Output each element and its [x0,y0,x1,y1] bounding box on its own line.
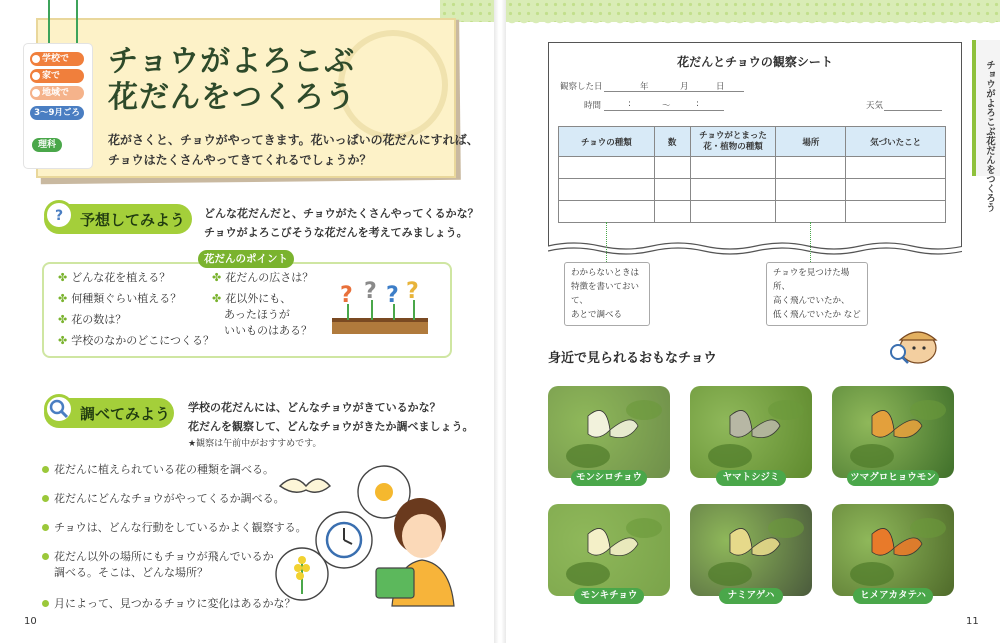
investigate-item-line: 調べる。そこは、どんな場所？ [54,566,208,579]
pin-string-right [76,0,78,48]
investigate-item: チョウは、どんな行動をしているかよく観察する。 [54,521,307,534]
bullet-dot [42,466,49,473]
time-label: 時間 [584,101,602,111]
page-number-left: 10 [24,616,37,627]
predict-line-2: チョウがよろこびそうな花だんを考えてみましょう。 [204,226,468,239]
clover-icon: ✤ [58,271,68,284]
table-cell[interactable] [559,201,655,223]
table-cell[interactable] [846,157,946,179]
table-row [559,179,946,201]
bullet-dot [42,524,49,531]
title-line-1: チョウがよろこぶ [108,44,356,79]
predict-line-1: どんな花だんだと、チョウがたくさんやってくるかな？ [204,207,479,220]
point-text: 花以外にも、 [225,292,292,305]
question-head-icon [44,200,74,230]
month-label: 月 [680,82,689,92]
table-cell[interactable] [776,157,846,179]
sun-icon [375,483,393,501]
butterfly-name-label: モンシロチョウ [571,470,647,486]
butterfly-photo [690,386,812,478]
note-line: チョウを見つけた場所、 [773,268,850,292]
butterfly-icon [832,504,954,596]
clover-icon: ✤ [58,334,68,347]
point-text: 花の数は？ [71,313,127,326]
butterfly-photo [548,386,670,478]
investigate-line-1: 学校の花だんには、どんなチョウがきているかな？ [188,401,441,414]
date-label: 観察した日 [560,82,603,92]
note-line: わからないときは [571,268,640,278]
note-location [766,262,868,326]
butterfly-icon [548,504,670,596]
point-item [58,312,126,328]
page-title [108,44,356,116]
tag-home: 家で [30,69,84,83]
intro-text [108,130,479,170]
investigate-text [188,398,473,436]
butterfly-icon [832,386,954,478]
observation-table [558,126,946,223]
subject-badge: 理科 [32,138,62,152]
bullet-dot [42,600,49,607]
point-text: 花だんの広さは？ [225,271,314,284]
svg-text:?: ? [340,283,353,308]
point-item [58,270,170,286]
tag-school: 学校で [30,52,84,66]
table-cell[interactable] [654,157,690,179]
notebook-icon [376,568,414,598]
butterfly-name-label: ツマグロヒョウモン [847,470,939,486]
time-colon-start: : [628,99,631,109]
category-tags [24,44,92,168]
clover-icon: ✤ [212,292,222,305]
butterfly-name-label: ナミアゲハ [719,588,783,604]
clover-icon: ✤ [58,292,68,305]
point-text: 学校のなかのどこにつくる？ [71,334,214,347]
butterfly-photo [832,504,954,596]
clover-icon: ✤ [58,313,68,326]
svg-text:?: ? [406,279,419,304]
day-label: 日 [716,82,725,92]
butterfly-icon [548,386,670,478]
note-line: 特徴を書いておいて、 [571,282,640,306]
table-cell[interactable] [776,201,846,223]
girl-observing-illustration [272,456,464,608]
points-label: 花だんのポイント [198,250,294,268]
table-row [559,157,946,179]
point-item [212,291,312,339]
butterfly-name-label: ヒメアカタテハ [853,588,933,604]
time-colon-end: : [696,99,699,109]
flowers-question-illustration [330,272,430,338]
table-row [559,201,946,223]
intro-line-1: 花がさくと、チョウがやってきます。花いっぱいの花だんにすれば、 [108,133,479,147]
investigate-item: 月によって、見つかるチョウに変化はあるかな？ [54,597,296,610]
chapter-side-label: チョウがよろこぶ花だんをつくろう [984,60,995,212]
table-cell[interactable] [846,201,946,223]
predict-text [204,204,479,242]
table-cell[interactable] [776,179,846,201]
point-item [212,270,313,286]
point-text: 何種類ぐらい植える？ [71,292,182,305]
investigate-line-2: 花だんを観察して、どんなチョウがきたか調べましょう。 [188,420,474,433]
point-item [58,291,181,307]
point-text: あったほうが [224,308,290,321]
point-text: いいものはある？ [224,324,312,337]
butterfly-photo [690,504,812,596]
butterfly-photo [548,504,670,596]
investigate-item-line: 花だん以外の場所にもチョウが飛んでいるか [54,550,274,563]
predict-label: 予想してみよう [80,211,186,229]
note-line: あとで調べる [571,310,623,320]
table-cell[interactable] [654,179,690,201]
note-line: 高く飛んでいたか、 [773,296,850,306]
table-cell[interactable] [654,201,690,223]
svg-text:?: ? [364,279,377,304]
investigate-note: ★観察は午前中がおすすめです。 [188,439,322,449]
scallop-edge [506,18,1000,28]
butterfly-name-label: ヤマトシジミ [716,470,786,486]
table-header-row [559,127,946,157]
explorer-mascot-icon [888,326,942,366]
pin-string-left [48,0,50,48]
callout-line-right [810,222,811,262]
weather-line [884,110,942,111]
table-cell[interactable] [690,179,776,201]
column-header: 場所 [776,127,846,157]
time-tilde: ～ [662,101,671,111]
table-cell[interactable] [559,157,655,179]
investigate-item [54,549,274,581]
butterfly-icon [690,504,812,596]
svg-text:?: ? [386,283,399,308]
note-unknown-species [564,262,650,326]
note-line: 低く飛んでいたか など [773,310,861,320]
butterfly-name-label: モンキチョウ [574,588,644,604]
magnifier-icon [44,394,74,424]
butterfly-photo [832,386,954,478]
column-header: 数 [654,127,690,157]
investigate-item: 花だんに植えられている花の種類を調べる。 [54,463,274,476]
intro-line-2: チョウはたくさんやってきてくれるでしょうか？ [108,153,372,167]
investigate-label: 調べてみよう [80,405,171,423]
title-line-2: 花だんをつくろう [108,80,356,115]
column-header: チョウの種類 [559,127,655,157]
butterfly-icon [280,479,330,492]
point-text: どんな花を植える？ [71,271,171,284]
sheet-title: 花だんとチョウの観察シート [677,55,833,69]
svg-text:?: ? [55,208,64,224]
clover-icon: ✤ [212,271,222,284]
table-cell[interactable] [690,157,776,179]
bullet-dot [42,495,49,502]
table-cell[interactable] [846,179,946,201]
bullet-dot [42,553,49,560]
common-butterflies-title: 身近で見られるおもなチョウ [548,351,717,366]
point-item [58,333,214,349]
callout-line-left [606,222,607,262]
investigate-item: 花だんにどんなチョウがやってくるか調べる。 [54,492,285,505]
season-badge: 3～9月ごろ [30,106,84,120]
tag-community: 地域で [30,86,84,100]
page-number-right: 11 [966,616,979,627]
sheet-torn-edge [548,240,962,258]
weather-label: 天気 [866,101,884,111]
table-cell[interactable] [559,179,655,201]
column-header: 気づいたこと [846,127,946,157]
column-header: チョウがとまった 花・植物の種類 [690,127,776,157]
book-gutter [494,0,506,643]
table-cell[interactable] [690,201,776,223]
year-label: 年 [640,82,649,92]
butterfly-icon [690,386,812,478]
